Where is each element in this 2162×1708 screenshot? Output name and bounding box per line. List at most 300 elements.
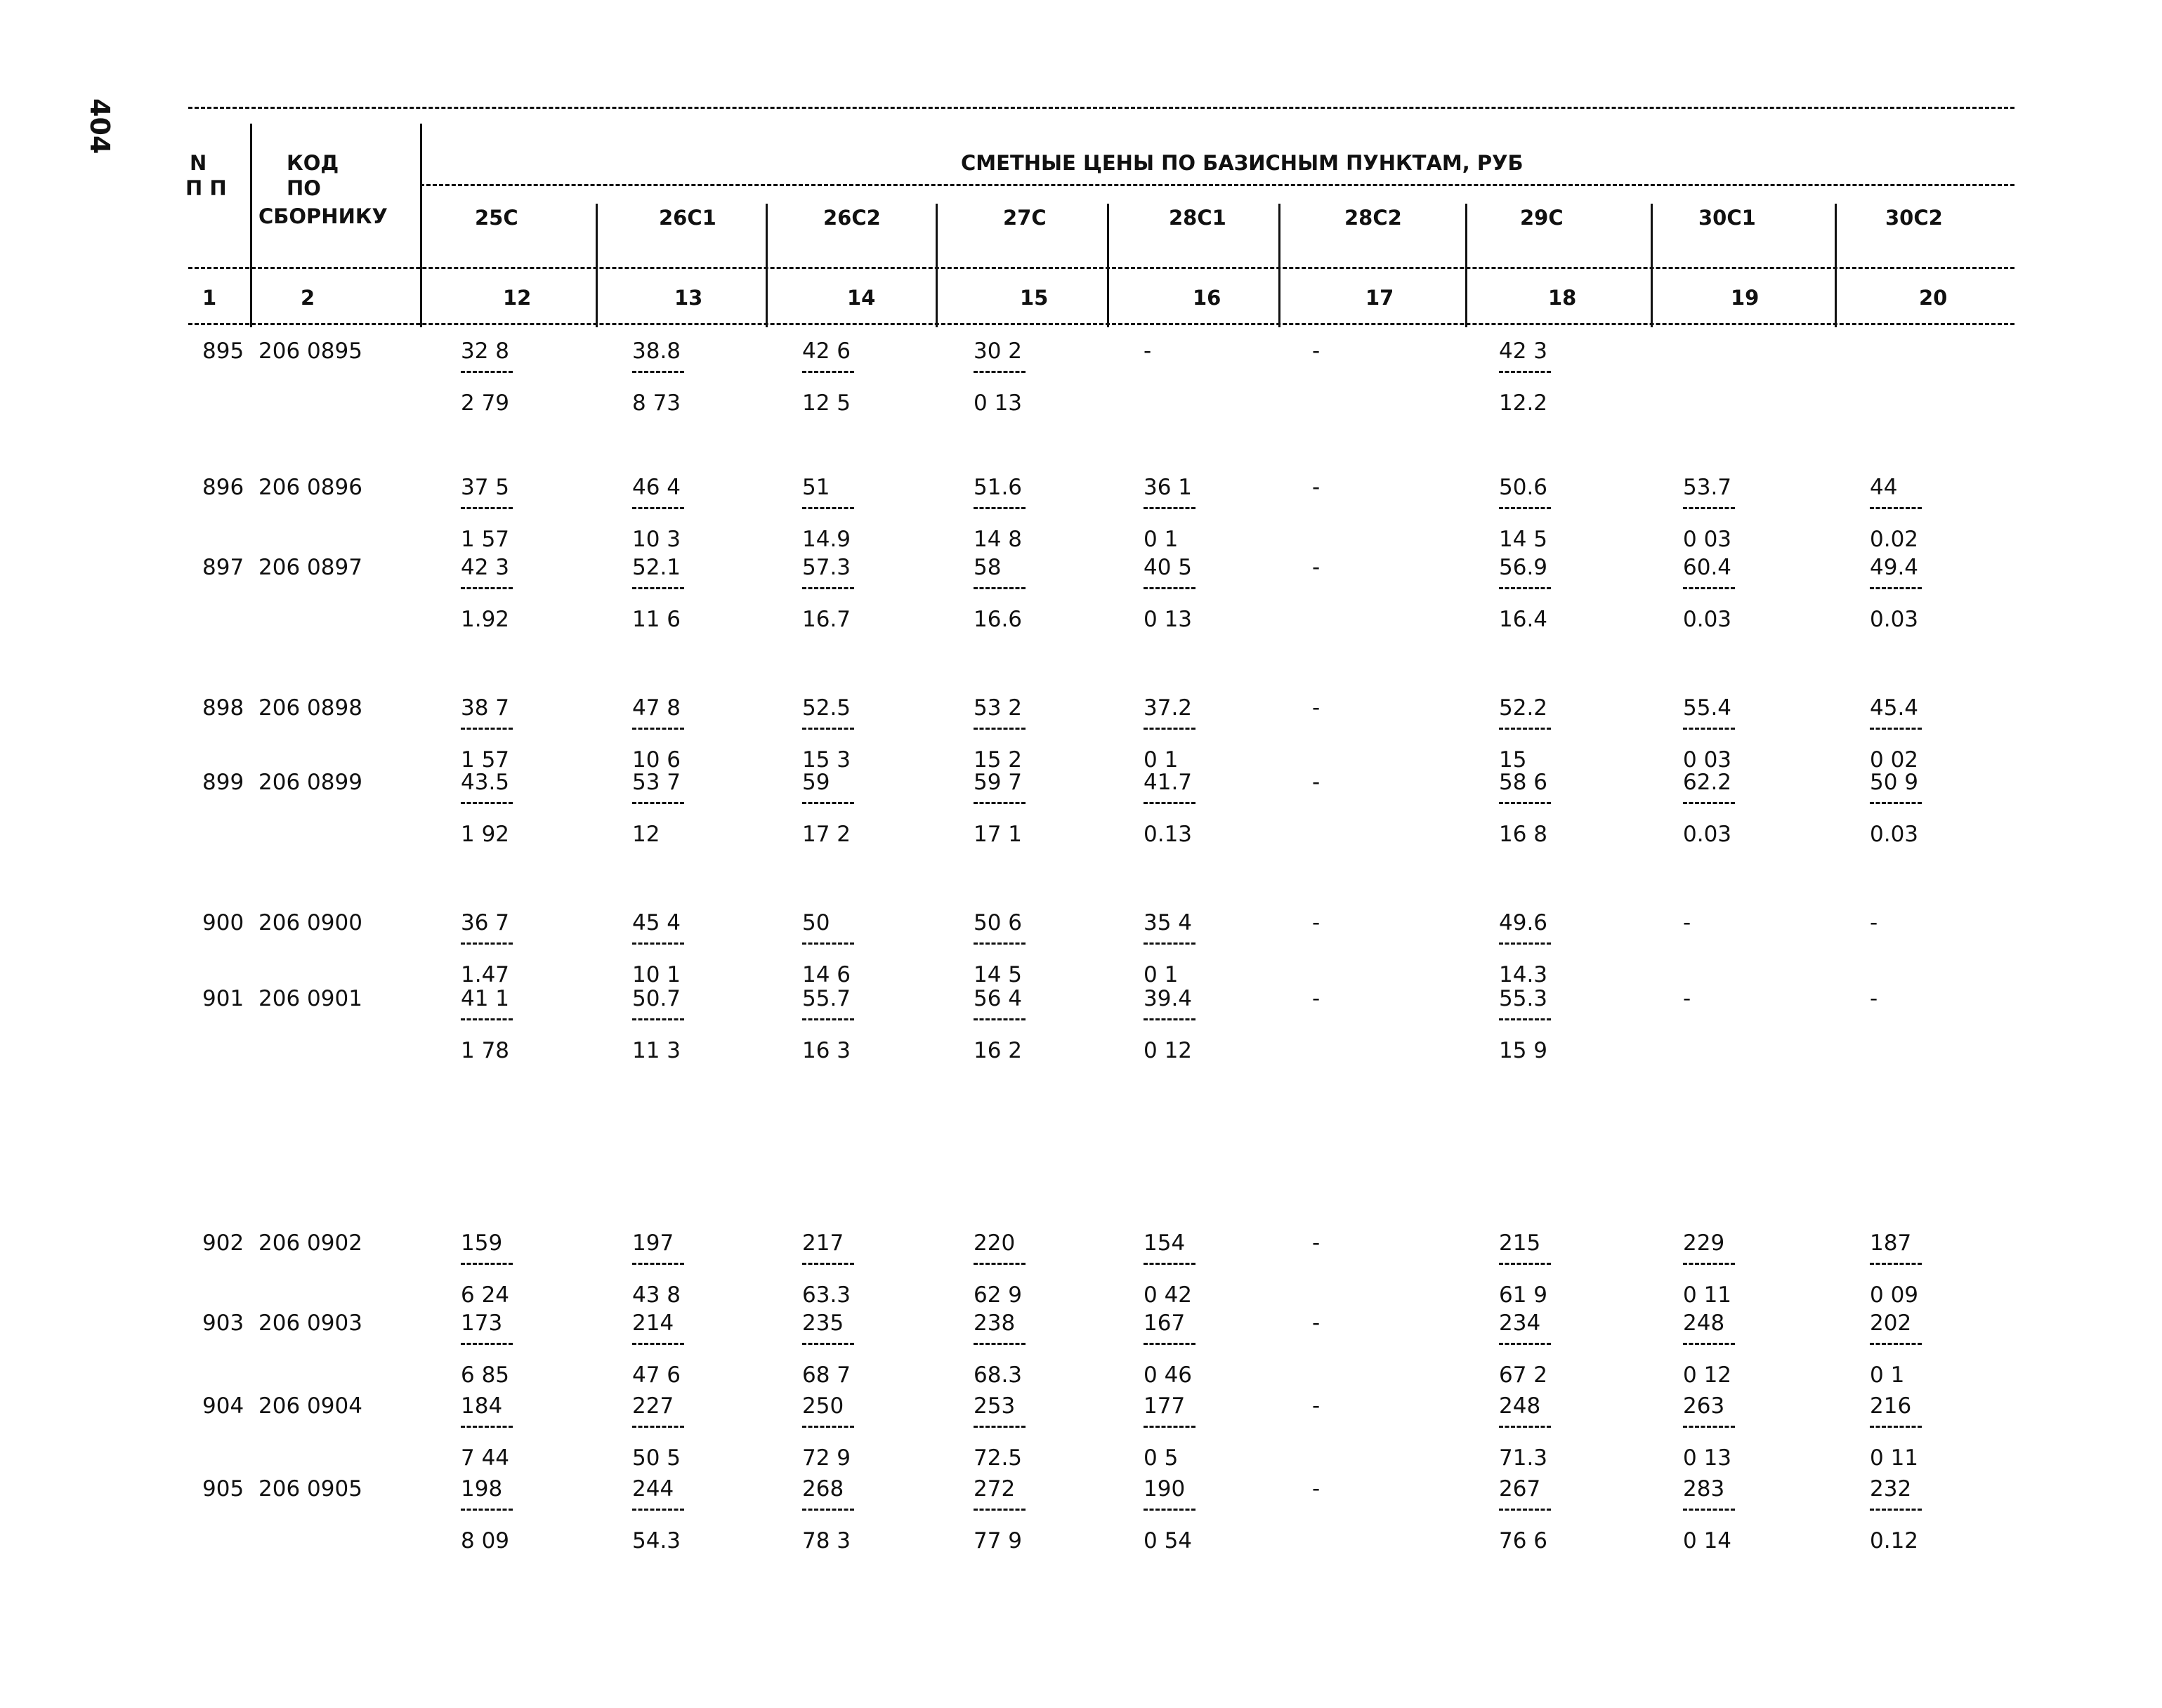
price-value: 177	[1144, 1393, 1186, 1419]
header-point-label: 27С	[1003, 206, 1047, 230]
fraction-bar	[461, 942, 513, 945]
price-value: 46 4	[632, 475, 681, 500]
header-column-number: 13	[674, 286, 703, 310]
transport-cost-value: 0 12	[1683, 1362, 1732, 1388]
fraction-bar	[802, 1263, 854, 1265]
table-rule-1	[420, 184, 2014, 186]
price-value: 50 6	[974, 910, 1023, 935]
price-value: 190	[1144, 1476, 1186, 1502]
table-rule-0	[188, 107, 2014, 109]
fraction-bar	[461, 371, 513, 373]
price-value: -	[1312, 1310, 1321, 1336]
fraction-bar	[1144, 587, 1195, 589]
price-value: 55.4	[1683, 695, 1732, 721]
header-n-label: N	[190, 151, 207, 175]
transport-cost-value: 61 9	[1499, 1282, 1548, 1308]
price-value: -	[1870, 986, 1878, 1011]
fraction-bar	[802, 1509, 854, 1511]
price-value: 60.4	[1683, 555, 1732, 580]
fraction-bar	[974, 802, 1026, 804]
price-value: 216	[1870, 1393, 1912, 1419]
price-value: 52.2	[1499, 695, 1548, 721]
transport-cost-value: 0 54	[1144, 1528, 1193, 1553]
transport-cost-value: 7 44	[461, 1445, 510, 1471]
fraction-bar	[461, 728, 513, 730]
fraction-bar	[632, 728, 684, 730]
transport-cost-value: 8 73	[632, 390, 681, 416]
transport-cost-value: 0 13	[974, 390, 1023, 416]
row-number: 895	[202, 339, 244, 364]
price-value: 58	[974, 555, 1002, 580]
fraction-bar	[802, 371, 854, 373]
transport-cost-value: 1 57	[461, 747, 510, 773]
header-code-label: КОД	[287, 151, 339, 175]
price-value: 283	[1683, 1476, 1725, 1502]
price-value: 35 4	[1144, 910, 1193, 935]
price-value: 56.9	[1499, 555, 1548, 580]
price-value: 55.3	[1499, 986, 1548, 1011]
price-value: 234	[1499, 1310, 1541, 1336]
transport-cost-value: 16.6	[974, 607, 1023, 632]
fraction-bar	[1499, 942, 1551, 945]
fraction-bar	[1144, 942, 1195, 945]
transport-cost-value: 0.03	[1683, 607, 1732, 632]
price-value: 215	[1499, 1230, 1541, 1256]
fraction-bar	[461, 507, 513, 509]
fraction-bar	[974, 1263, 1026, 1265]
fraction-bar	[802, 728, 854, 730]
transport-cost-value: 0 12	[1144, 1038, 1193, 1063]
price-value: 45.4	[1870, 695, 1919, 721]
transport-cost-value: 12	[632, 822, 660, 847]
transport-cost-value: 0 03	[1683, 747, 1732, 773]
transport-cost-value: 14 5	[1499, 527, 1548, 552]
price-value: 159	[461, 1230, 503, 1256]
row-number: 900	[202, 910, 244, 935]
price-value: 52.1	[632, 555, 681, 580]
fraction-bar	[1870, 1426, 1922, 1428]
fraction-bar	[1499, 507, 1551, 509]
header-column-number: 17	[1365, 286, 1394, 310]
header-point-label: 28С2	[1344, 206, 1402, 230]
header-point-label: 30С1	[1698, 206, 1756, 230]
header-column-number: 16	[1193, 286, 1221, 310]
transport-cost-value: 12 5	[802, 390, 851, 416]
header-column-number: 19	[1731, 286, 1760, 310]
price-value: 45 4	[632, 910, 681, 935]
price-value: 184	[461, 1393, 503, 1419]
transport-cost-value: 0.03	[1870, 822, 1919, 847]
price-value: -	[1870, 910, 1878, 935]
transport-cost-value: 0 1	[1870, 1362, 1905, 1388]
price-value: 51.6	[974, 475, 1023, 500]
transport-cost-value: 6 85	[461, 1362, 510, 1388]
header-point-label: 29С	[1520, 206, 1564, 230]
price-value: -	[1312, 986, 1321, 1011]
fraction-bar	[974, 1426, 1026, 1428]
header-column-number: 14	[847, 286, 876, 310]
table-rule-2	[188, 267, 2014, 269]
transport-cost-value: 10 6	[632, 747, 681, 773]
page-number: 404	[84, 98, 115, 155]
fraction-bar	[632, 1018, 684, 1020]
fraction-bar	[461, 1509, 513, 1511]
transport-cost-value: 0 02	[1870, 747, 1919, 773]
fraction-bar	[461, 1426, 513, 1428]
row-code: 206 0898	[258, 695, 362, 721]
table-separator	[1651, 204, 1653, 327]
fraction-bar	[1683, 728, 1735, 730]
fraction-bar	[461, 587, 513, 589]
transport-cost-value: 0.03	[1870, 607, 1919, 632]
transport-cost-value: 0 1	[1144, 747, 1179, 773]
transport-cost-value: 77 9	[974, 1528, 1023, 1553]
table-separator	[420, 124, 422, 327]
fraction-bar	[632, 507, 684, 509]
transport-cost-value: 43 8	[632, 1282, 681, 1308]
fraction-bar	[1870, 507, 1922, 509]
fraction-bar	[1144, 1263, 1195, 1265]
fraction-bar	[1499, 802, 1551, 804]
fraction-bar	[1683, 802, 1735, 804]
price-value: 238	[974, 1310, 1016, 1336]
fraction-bar	[1499, 371, 1551, 373]
transport-cost-value: 71.3	[1499, 1445, 1548, 1471]
price-value: 49.6	[1499, 910, 1548, 935]
price-value: 51	[802, 475, 830, 500]
fraction-bar	[1144, 1426, 1195, 1428]
transport-cost-value: 16 2	[974, 1038, 1023, 1063]
transport-cost-value: 0 1	[1144, 527, 1179, 552]
fraction-bar	[1870, 728, 1922, 730]
transport-cost-value: 16 3	[802, 1038, 851, 1063]
header-po-label: ПО	[287, 176, 321, 200]
price-value: 41 1	[461, 986, 510, 1011]
fraction-bar	[632, 1263, 684, 1265]
price-value: 41.7	[1144, 770, 1193, 795]
table-separator	[936, 204, 938, 327]
row-number: 896	[202, 475, 244, 500]
fraction-bar	[974, 728, 1026, 730]
fraction-bar	[1870, 1263, 1922, 1265]
price-value: 52.5	[802, 695, 851, 721]
row-code: 206 0896	[258, 475, 362, 500]
table-separator	[766, 204, 768, 327]
fraction-bar	[1499, 1426, 1551, 1428]
price-value: 250	[802, 1393, 844, 1419]
price-value: 50.7	[632, 986, 681, 1011]
transport-cost-value: 14.9	[802, 527, 851, 552]
header-column-number: 20	[1919, 286, 1948, 310]
price-value: 59 7	[974, 770, 1023, 795]
price-value: 50.6	[1499, 475, 1548, 500]
transport-cost-value: 15	[1499, 747, 1527, 773]
transport-cost-value: 54.3	[632, 1528, 681, 1553]
row-code: 206 0895	[258, 339, 362, 364]
price-value: 53 2	[974, 695, 1023, 721]
price-value: 42 3	[461, 555, 510, 580]
price-value: -	[1312, 910, 1321, 935]
transport-cost-value: 1.92	[461, 607, 510, 632]
price-value: 187	[1870, 1230, 1912, 1256]
fraction-bar	[802, 1343, 854, 1345]
header-column-number: 15	[1020, 286, 1049, 310]
price-value: -	[1312, 770, 1321, 795]
price-value: 248	[1499, 1393, 1541, 1419]
price-value: 32 8	[461, 339, 510, 364]
header-point-label: 30С2	[1885, 206, 1943, 230]
transport-cost-value: 72.5	[974, 1445, 1023, 1471]
transport-cost-value: 1 78	[461, 1038, 510, 1063]
transport-cost-value: 17 2	[802, 822, 851, 847]
price-value: 59	[802, 770, 830, 795]
transport-cost-value: 50 5	[632, 1445, 681, 1471]
transport-cost-value: 68 7	[802, 1362, 851, 1388]
price-value: 55.7	[802, 986, 851, 1011]
table-rule-3	[188, 323, 2014, 325]
fraction-bar	[632, 1509, 684, 1511]
price-value: -	[1144, 339, 1152, 364]
price-value: 248	[1683, 1310, 1725, 1336]
fraction-bar	[1499, 1018, 1551, 1020]
row-number: 905	[202, 1476, 244, 1502]
transport-cost-value: 10 1	[632, 962, 681, 987]
fraction-bar	[632, 802, 684, 804]
row-code: 206 0899	[258, 770, 362, 795]
price-value: 58 6	[1499, 770, 1548, 795]
table-separator	[1107, 204, 1109, 327]
price-value: 50 9	[1870, 770, 1919, 795]
transport-cost-value: 12.2	[1499, 390, 1548, 416]
fraction-bar	[974, 1343, 1026, 1345]
price-value: 244	[632, 1476, 674, 1502]
row-code: 206 0905	[258, 1476, 362, 1502]
header-sbornik-label: СБОРНИКУ	[258, 204, 388, 228]
price-value: -	[1312, 475, 1321, 500]
header-point-label: 26С2	[823, 206, 881, 230]
price-value: -	[1312, 1393, 1321, 1419]
row-code: 206 0903	[258, 1310, 362, 1336]
price-value: 39.4	[1144, 986, 1193, 1011]
price-value: 30 2	[974, 339, 1023, 364]
price-value: 154	[1144, 1230, 1186, 1256]
price-value: 173	[461, 1310, 503, 1336]
row-code: 206 0900	[258, 910, 362, 935]
fraction-bar	[1683, 1343, 1735, 1345]
transport-cost-value: 76 6	[1499, 1528, 1548, 1553]
row-code: 206 0897	[258, 555, 362, 580]
table-separator	[596, 204, 598, 327]
transport-cost-value: 15 9	[1499, 1038, 1548, 1063]
table-separator	[1835, 204, 1837, 327]
price-value: 214	[632, 1310, 674, 1336]
transport-cost-value: 0 5	[1144, 1445, 1179, 1471]
transport-cost-value: 8 09	[461, 1528, 510, 1553]
price-value: 167	[1144, 1310, 1186, 1336]
price-value: 198	[461, 1476, 503, 1502]
fraction-bar	[802, 1426, 854, 1428]
price-value: 220	[974, 1230, 1016, 1256]
price-value: 53 7	[632, 770, 681, 795]
fraction-bar	[1683, 1509, 1735, 1511]
fraction-bar	[1144, 507, 1195, 509]
price-value: 42 3	[1499, 339, 1548, 364]
transport-cost-value: 15 3	[802, 747, 851, 773]
fraction-bar	[802, 507, 854, 509]
header-column-number: 1	[202, 286, 217, 310]
transport-cost-value: 0 11	[1683, 1282, 1732, 1308]
header-column-number: 12	[503, 286, 532, 310]
transport-cost-value: 6 24	[461, 1282, 510, 1308]
fraction-bar	[1870, 802, 1922, 804]
price-value: 44	[1870, 475, 1898, 500]
fraction-bar	[1683, 587, 1735, 589]
transport-cost-value: 68.3	[974, 1362, 1023, 1388]
transport-cost-value: 10 3	[632, 527, 681, 552]
price-value: -	[1683, 986, 1691, 1011]
header-column-number: 2	[301, 286, 315, 310]
transport-cost-value: 0.03	[1683, 822, 1732, 847]
row-code: 206 0901	[258, 986, 362, 1011]
fraction-bar	[632, 1343, 684, 1345]
fraction-bar	[1144, 728, 1195, 730]
price-value: 38 7	[461, 695, 510, 721]
transport-cost-value: 0.13	[1144, 822, 1193, 847]
transport-cost-value: 1 57	[461, 527, 510, 552]
price-value: 50	[802, 910, 830, 935]
transport-cost-value: 62 9	[974, 1282, 1023, 1308]
price-value: -	[1312, 339, 1321, 364]
table-separator	[1278, 204, 1280, 327]
price-value: -	[1312, 1230, 1321, 1256]
row-code: 206 0904	[258, 1393, 362, 1419]
fraction-bar	[974, 942, 1026, 945]
fraction-bar	[461, 1343, 513, 1345]
transport-cost-value: 16 8	[1499, 822, 1548, 847]
header-point-label: 25С	[475, 206, 518, 230]
transport-cost-value: 2 79	[461, 390, 510, 416]
price-value: 217	[802, 1230, 844, 1256]
transport-cost-value: 0 1	[1144, 962, 1179, 987]
transport-cost-value: 1 92	[461, 822, 510, 847]
transport-cost-value: 72 9	[802, 1445, 851, 1471]
transport-cost-value: 11 6	[632, 607, 681, 632]
fraction-bar	[461, 802, 513, 804]
fraction-bar	[802, 587, 854, 589]
header-point-label: 26С1	[659, 206, 716, 230]
price-value: -	[1683, 910, 1691, 935]
price-value: 235	[802, 1310, 844, 1336]
transport-cost-value: 0 03	[1683, 527, 1732, 552]
fraction-bar	[1683, 1426, 1735, 1428]
transport-cost-value: 14 6	[802, 962, 851, 987]
transport-cost-value: 67 2	[1499, 1362, 1548, 1388]
transport-cost-value: 0.02	[1870, 527, 1919, 552]
price-value: 37.2	[1144, 695, 1193, 721]
price-value: 57.3	[802, 555, 851, 580]
fraction-bar	[461, 1018, 513, 1020]
fraction-bar	[1144, 802, 1195, 804]
transport-cost-value: 0.12	[1870, 1528, 1919, 1553]
row-number: 904	[202, 1393, 244, 1419]
fraction-bar	[1144, 1343, 1195, 1345]
transport-cost-value: 63.3	[802, 1282, 851, 1308]
fraction-bar	[1870, 587, 1922, 589]
fraction-bar	[802, 942, 854, 945]
price-value: 227	[632, 1393, 674, 1419]
transport-cost-value: 15 2	[974, 747, 1023, 773]
transport-cost-value: 0 13	[1683, 1445, 1732, 1471]
row-number: 898	[202, 695, 244, 721]
transport-cost-value: 1.47	[461, 962, 510, 987]
price-value: 272	[974, 1476, 1016, 1502]
header-title: СМЕТНЫЕ ЦЕНЫ ПО БАЗИСНЫМ ПУНКТАМ, РУБ	[961, 151, 1524, 175]
fraction-bar	[1144, 1509, 1195, 1511]
price-value: 53.7	[1683, 475, 1732, 500]
fraction-bar	[1870, 1343, 1922, 1345]
price-value: 38.8	[632, 339, 681, 364]
fraction-bar	[1499, 1509, 1551, 1511]
transport-cost-value: 14.3	[1499, 962, 1548, 987]
fraction-bar	[1683, 507, 1735, 509]
transport-cost-value: 16.4	[1499, 607, 1548, 632]
price-value: 40 5	[1144, 555, 1193, 580]
price-value: 267	[1499, 1476, 1541, 1502]
transport-cost-value: 47 6	[632, 1362, 681, 1388]
price-value: -	[1312, 1476, 1321, 1502]
fraction-bar	[1499, 587, 1551, 589]
price-value: -	[1312, 695, 1321, 721]
transport-cost-value: 0 11	[1870, 1445, 1919, 1471]
fraction-bar	[974, 1509, 1026, 1511]
fraction-bar	[974, 587, 1026, 589]
transport-cost-value: 17 1	[974, 822, 1023, 847]
price-value: -	[1312, 555, 1321, 580]
row-number: 899	[202, 770, 244, 795]
price-value: 42 6	[802, 339, 851, 364]
price-value: 37 5	[461, 475, 510, 500]
fraction-bar	[802, 802, 854, 804]
transport-cost-value: 14 8	[974, 527, 1023, 552]
header-column-number: 18	[1548, 286, 1577, 310]
transport-cost-value: 11 3	[632, 1038, 681, 1063]
fraction-bar	[1499, 728, 1551, 730]
transport-cost-value: 14 5	[974, 962, 1023, 987]
fraction-bar	[632, 942, 684, 945]
fraction-bar	[974, 1018, 1026, 1020]
transport-cost-value: 0 13	[1144, 607, 1193, 632]
row-number: 901	[202, 986, 244, 1011]
fraction-bar	[802, 1018, 854, 1020]
transport-cost-value: 0 42	[1144, 1282, 1193, 1308]
price-value: 263	[1683, 1393, 1725, 1419]
row-number: 903	[202, 1310, 244, 1336]
transport-cost-value: 0 46	[1144, 1362, 1193, 1388]
transport-cost-value: 78 3	[802, 1528, 851, 1553]
table-separator	[250, 124, 252, 327]
price-value: 47 8	[632, 695, 681, 721]
price-value: 56 4	[974, 986, 1023, 1011]
transport-cost-value: 16.7	[802, 607, 851, 632]
fraction-bar	[1499, 1343, 1551, 1345]
price-value: 62.2	[1683, 770, 1732, 795]
price-value: 36 7	[461, 910, 510, 935]
fraction-bar	[1144, 1018, 1195, 1020]
transport-cost-value: 0 09	[1870, 1282, 1919, 1308]
price-value: 202	[1870, 1310, 1912, 1336]
header-pp-label: П П	[185, 176, 227, 200]
fraction-bar	[1870, 1509, 1922, 1511]
